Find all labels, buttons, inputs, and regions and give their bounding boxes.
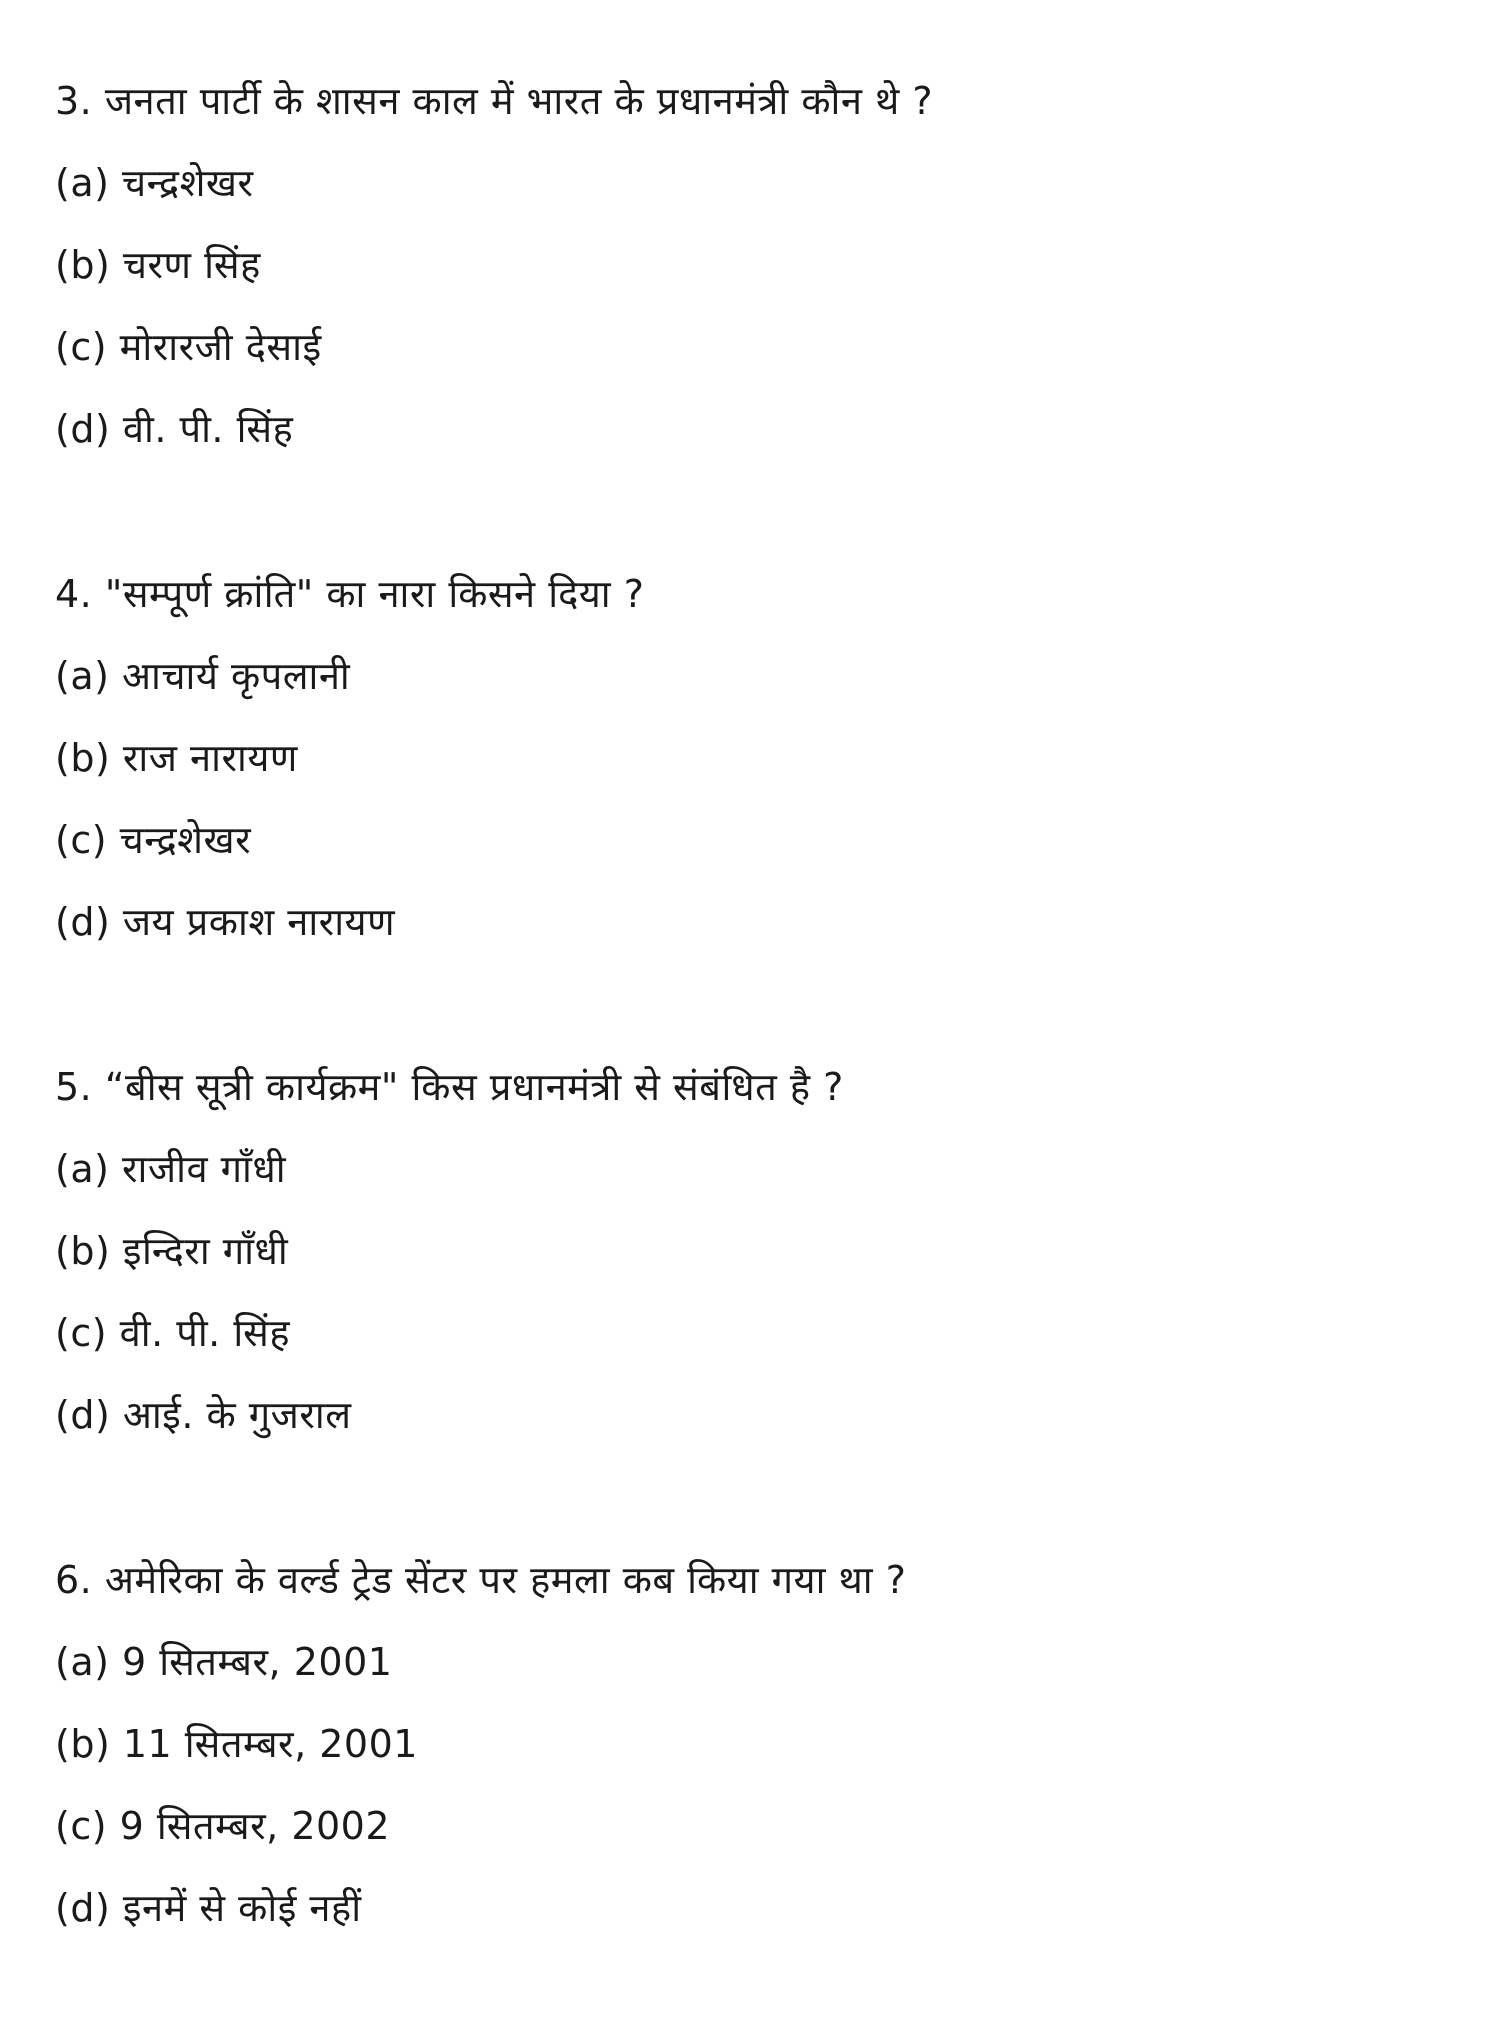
option-b: (b) 11 सितम्बर, 2001 — [55, 1722, 418, 1766]
option-c: (c) मोरारजी देसाई — [55, 325, 322, 369]
option-d: (d) जय प्रकाश नारायण — [55, 900, 396, 944]
option-b: (b) चरण सिंह — [55, 243, 261, 287]
option-c: (c) 9 सितम्बर, 2002 — [55, 1804, 391, 1848]
option-d: (d) वी. पी. सिंह — [55, 407, 294, 451]
option-c: (c) चन्द्रशेखर — [55, 818, 252, 862]
question-text: 6. अमेरिका के वर्ल्ड ट्रेड सेंटर पर हमला कब किया गया था ? — [55, 1558, 907, 1602]
question-block-4 — [55, 553, 1455, 963]
option-a: (a) राजीव गाँधी — [55, 1147, 287, 1191]
question-block-3 — [55, 60, 1455, 470]
option-a: (a) चन्द्रशेखर — [55, 161, 254, 205]
question-block-6 — [55, 1539, 1455, 1949]
option-a: (a) 9 सितम्बर, 2001 — [55, 1640, 393, 1684]
option-c: (c) वी. पी. सिंह — [55, 1311, 291, 1355]
option-d: (d) आई. के गुजराल — [55, 1393, 352, 1437]
question-block-5 — [55, 1046, 1455, 1456]
question-text: 4. "सम्पूर्ण क्रांति" का नारा किसने दिया ? — [55, 572, 645, 616]
option-d: (d) इनमें से कोई नहीं — [55, 1886, 362, 1930]
question-text: 3. जनता पार्टी के शासन काल में भारत के प्रधानमंत्री कौन थे ? — [55, 79, 934, 123]
question-text: 5. “बीस सूत्री कार्यक्रम" किस प्रधानमंत्री से संबंधित है ? — [55, 1065, 844, 1109]
option-a: (a) आचार्य कृपलानी — [55, 654, 351, 698]
option-b: (b) राज नारायण — [55, 736, 298, 780]
option-b: (b) इन्दिरा गाँधी — [55, 1229, 289, 1273]
